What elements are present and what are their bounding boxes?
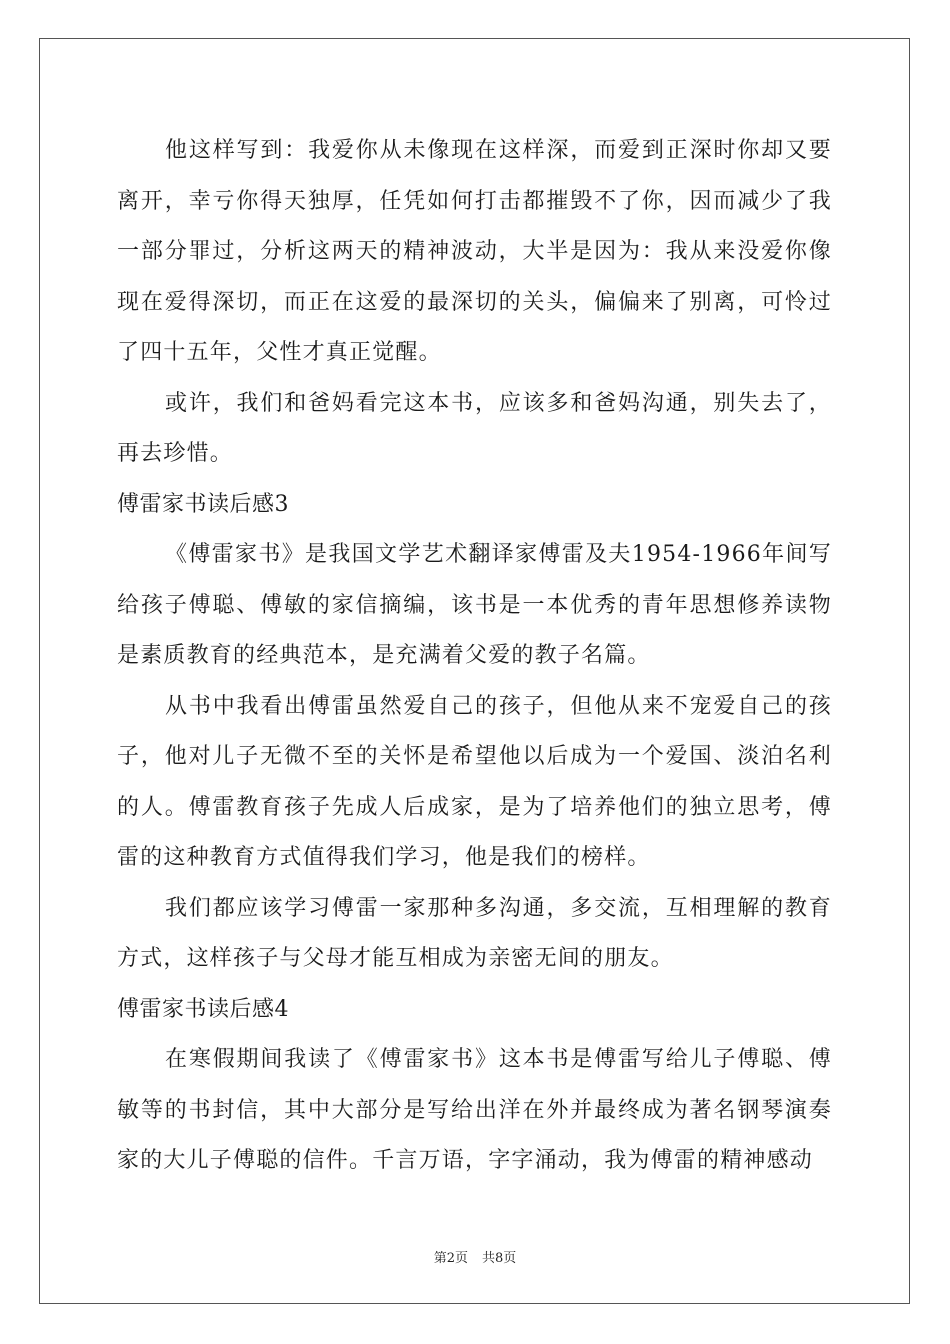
paragraph: 在寒假期间我读了《傅雷家书》这本书是傅雷写给儿子傅聪、傅敏等的书封信，其中大部分是写给出洋在外并最终成为著名钢琴演奏家的大儿子傅聪的信件。千言万语，字字涌动，我为傅雷的精神感动 xyxy=(117,1047,832,1173)
page-total: 共8页 xyxy=(482,1251,517,1266)
section-heading: 傅雷家书读后感3 xyxy=(117,491,289,517)
paragraph: 我们都应该学习傅雷一家那种多沟通，多交流，互相理解的教育方式，这样孩子与父母才能互相成为亲密无间的朋友。 xyxy=(117,895,832,971)
document-body xyxy=(117,126,832,1187)
section-heading: 傅雷家书读后感4 xyxy=(117,996,289,1022)
page-footer xyxy=(0,1247,950,1266)
paragraph: 《傅雷家书》是我国文学艺术翻译家傅雷及夫1954-1966年间写给孩子傅聪、傅敏的家信摘编，该书是一本优秀的青年思想修养读物是素质教育的经典范本，是充满着父爱的教子名篇。 xyxy=(117,542,832,668)
paragraph: 他这样写到：我爱你从未像现在这样深，而爱到正深时你却又要离开，幸亏你得天独厚，任凭如何打击都摧毁不了你，因而减少了我一部分罪过，分析这两天的精神波动，大半是因为：我从来没爱你像现在爱得深切，而正在这爱的最深切的关头，偏偏来了别离，可怜过了四十五年，父性才真正觉醒。 xyxy=(117,138,832,365)
paragraph: 从书中我看出傅雷虽然爱自己的孩子，但他从来不宠爱自己的孩子，他对儿子无微不至的关怀是希望他以后成为一个爱国、淡泊名利的人。傅雷教育孩子先成人后成家，是为了培养他们的独立思考，傅雷的这种教育方式值得我们学习，他是我们的榜样。 xyxy=(117,693,832,870)
page-number: 第2页 xyxy=(433,1251,468,1266)
paragraph: 或许，我们和爸妈看完这本书，应该多和爸妈沟通，别失去了，再去珍惜。 xyxy=(117,390,832,466)
